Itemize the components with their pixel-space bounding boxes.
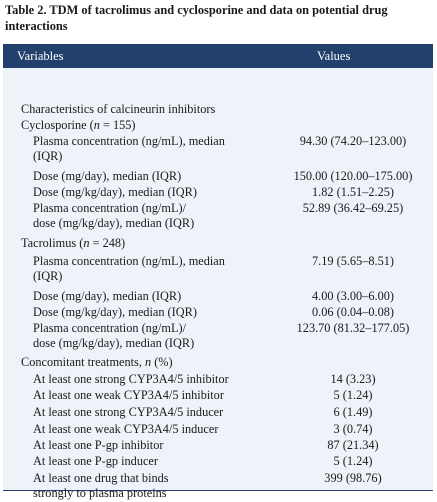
row-label bbox=[33, 134, 225, 165]
label-line-2: (IQR) bbox=[33, 149, 63, 164]
header-values: Values bbox=[317, 49, 351, 63]
row-value: 1.82 (1.51–2.25) bbox=[312, 185, 394, 199]
row-value: 5 (1.24) bbox=[333, 454, 373, 468]
label-text: Cyclosporine ( bbox=[21, 118, 94, 132]
label-text: Concomitant treatments, bbox=[21, 355, 145, 369]
row-label bbox=[21, 118, 136, 133]
row-value: 6 (1.49) bbox=[333, 405, 373, 419]
n-symbol: n bbox=[144, 355, 152, 369]
row-label: At least one P-gp inducer bbox=[33, 454, 158, 468]
row-value: 94.30 (74.20–123.00) bbox=[299, 134, 407, 148]
row-label bbox=[33, 201, 194, 232]
label-line-1: At least one drug that binds bbox=[33, 471, 169, 485]
label-line-2: (IQR) bbox=[33, 269, 63, 284]
row-value: 7.19 (5.65–8.51) bbox=[312, 254, 394, 268]
row-value: 5 (1.24) bbox=[333, 388, 373, 402]
label-text: = 248) bbox=[89, 236, 126, 250]
label-line-1: Plasma concentration (ng/mL), median bbox=[33, 254, 225, 268]
row-label: At least one P-gp inhibitor bbox=[33, 438, 164, 452]
header-variables: Variables bbox=[17, 49, 64, 63]
row-value: 52.89 (36.42–69.25) bbox=[302, 201, 404, 215]
row-value: 3 (0.74) bbox=[333, 422, 373, 436]
row-label: At least one weak CYP3A4/5 inhibitor bbox=[33, 388, 224, 402]
table-header bbox=[3, 44, 433, 68]
label-line-2: dose (mg/kg/day), median (IQR) bbox=[33, 336, 195, 351]
row-value: 399 (98.76) bbox=[324, 471, 382, 485]
data-table bbox=[3, 44, 433, 501]
row-label bbox=[33, 254, 225, 285]
row-label: Dose (mg/kg/day), median (IQR) bbox=[33, 305, 197, 319]
row-label: At least one weak CYP3A4/5 inducer bbox=[33, 422, 219, 436]
row-value: 150.00 (120.00–175.00) bbox=[293, 169, 413, 183]
n-symbol: n bbox=[93, 118, 100, 132]
row-label: Dose (mg/kg/day), median (IQR) bbox=[33, 185, 197, 199]
table-caption: Table 2. TDM of tacrolimus and cyclosporine and data on potential drug interactions bbox=[5, 3, 388, 33]
row-label bbox=[33, 321, 194, 352]
row-value: 0.06 (0.04–0.08) bbox=[312, 305, 394, 319]
label-line-2: dose (mg/kg/day), median (IQR) bbox=[33, 216, 195, 231]
row-label: At least one strong CYP3A4/5 inducer bbox=[33, 405, 224, 419]
row-value: 123.70 (81.32–177.05) bbox=[296, 321, 410, 335]
row-label: At least one strong CYP3A4/5 inhibitor bbox=[33, 372, 229, 386]
label-line-1: Plasma concentration (ng/mL)/ bbox=[33, 321, 186, 335]
row-value: 4.00 (3.00–6.00) bbox=[312, 289, 394, 303]
label-text: Tacrolimus ( bbox=[21, 236, 84, 250]
row-label bbox=[21, 236, 125, 251]
row-label bbox=[21, 355, 173, 370]
label-line-2: strongly to plasma proteins bbox=[33, 486, 167, 501]
row-value: 87 (21.34) bbox=[327, 438, 379, 452]
row-value: 14 (3.23) bbox=[330, 372, 376, 386]
row-label bbox=[33, 471, 169, 502]
label-text: (%) bbox=[151, 355, 173, 369]
row-label: Dose (mg/day), median (IQR) bbox=[33, 289, 182, 303]
n-symbol: n bbox=[83, 236, 90, 250]
label-line-1: Plasma concentration (ng/mL)/ bbox=[33, 201, 186, 215]
row-label: Dose (mg/day), median (IQR) bbox=[33, 169, 182, 183]
label-line-1: Plasma concentration (ng/mL), median bbox=[33, 134, 225, 148]
label-text: = 155) bbox=[99, 118, 136, 132]
row-label: Characteristics of calcineurin inhibitors bbox=[21, 102, 216, 116]
